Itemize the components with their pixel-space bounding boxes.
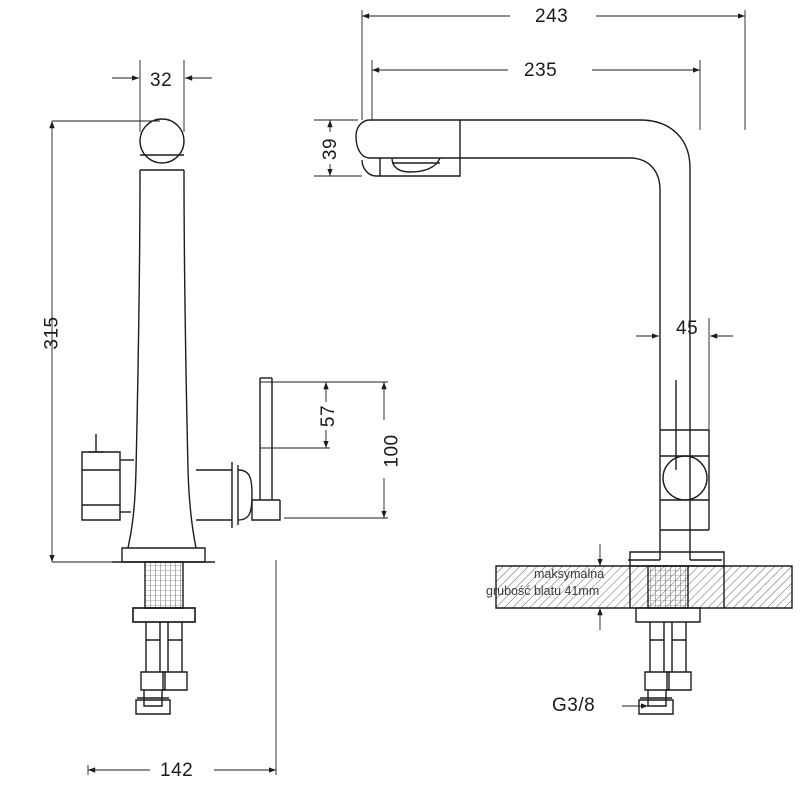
dim-label-handle-offset: 57 (318, 404, 340, 428)
dim-label-reach-inner: 235 (524, 60, 558, 81)
worktop-note-line2: grubość blatu 41mm (486, 584, 600, 598)
dim-label-base-width: 142 (160, 760, 194, 781)
dim-label-column-width: 45 (676, 318, 699, 339)
dim-label-total-height: 315 (41, 316, 63, 350)
dim-label-spout-head-height: 39 (320, 137, 342, 161)
right-elevation-faucet (356, 120, 792, 714)
dim-label-spout-width: 32 (150, 70, 173, 91)
left-elevation-faucet (82, 119, 280, 714)
dimension-lines (52, 10, 745, 775)
worktop-note-line1: maksymalna (534, 567, 605, 581)
dim-label-handle-height: 100 (381, 434, 403, 468)
dim-label-thread-size: G3/8 (552, 695, 596, 716)
dim-label-reach-total: 243 (535, 6, 569, 27)
